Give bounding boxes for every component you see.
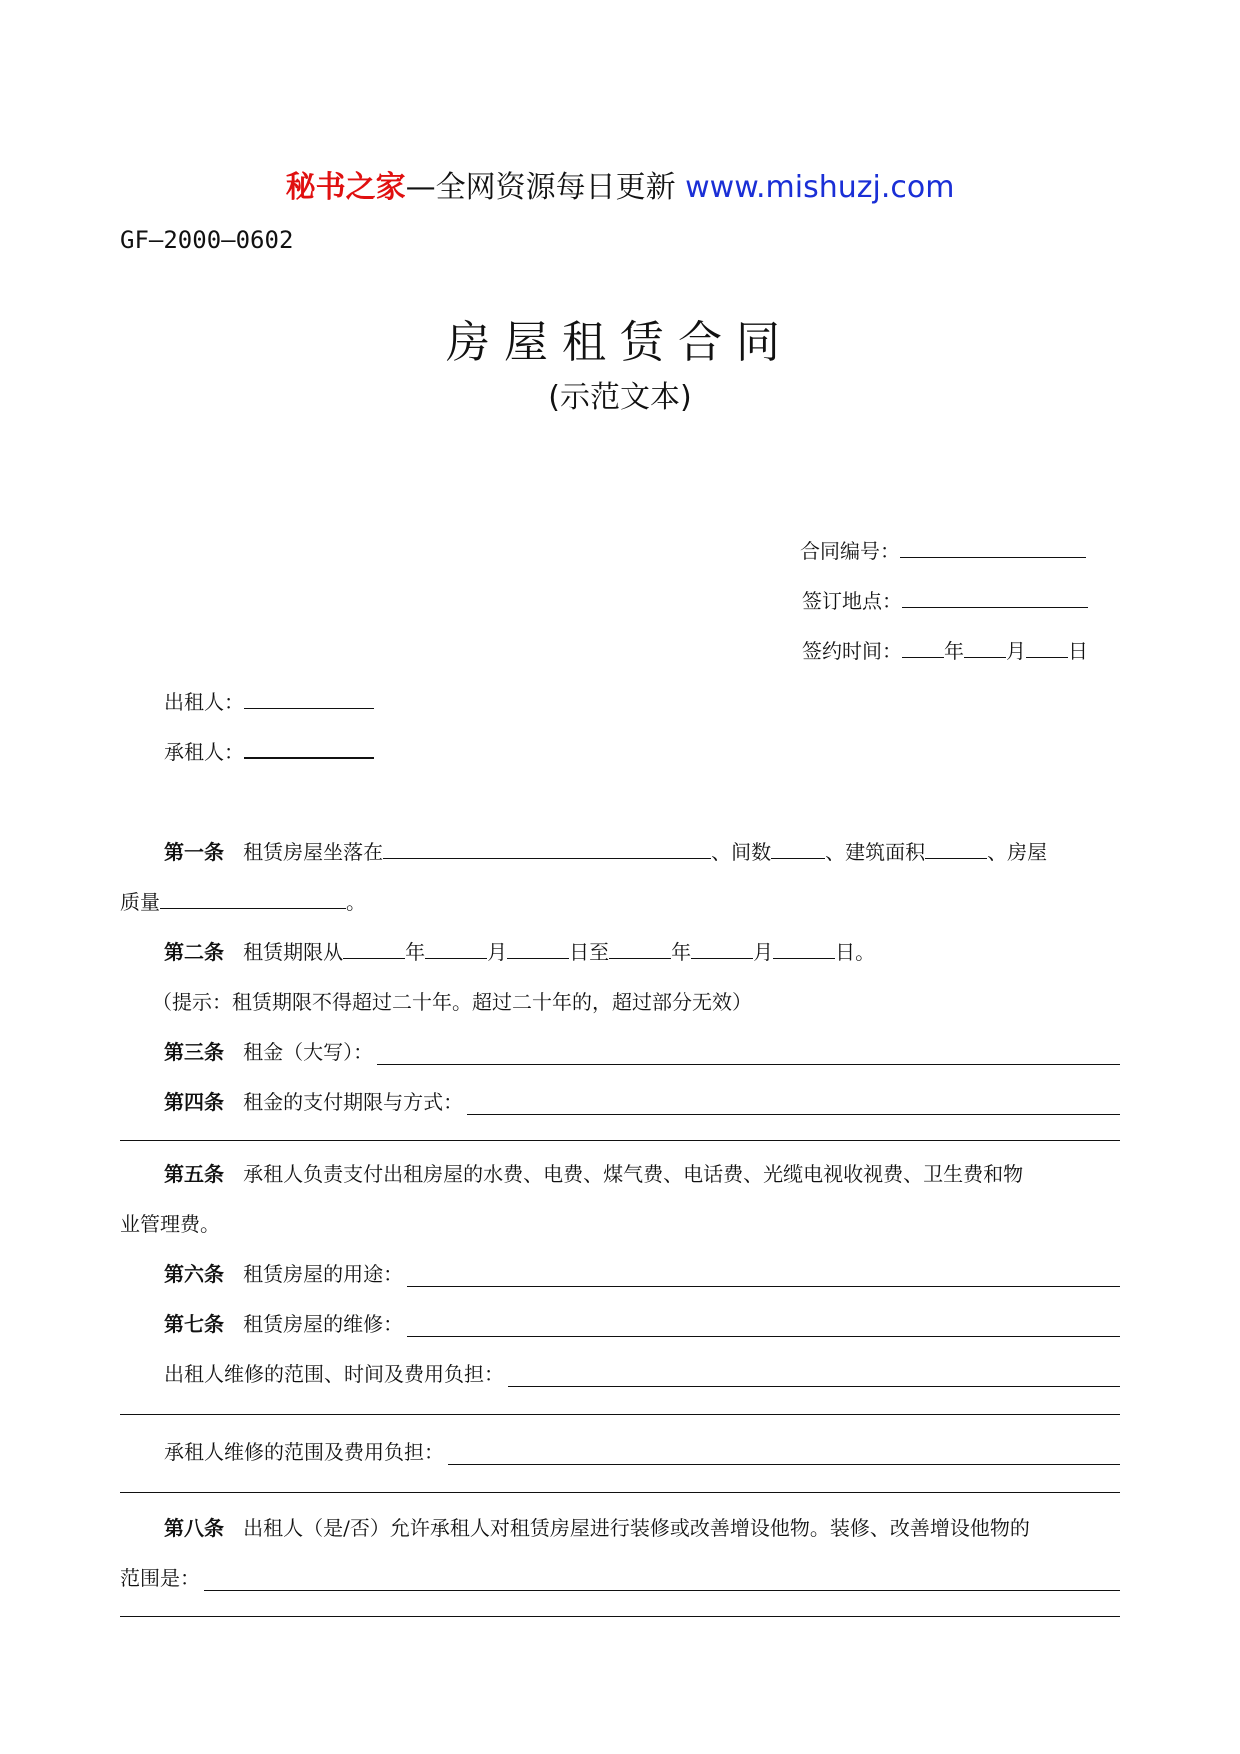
lessee-row bbox=[164, 736, 374, 765]
page-subtitle: (示范文本) bbox=[548, 380, 692, 415]
lessee-field[interactable] bbox=[244, 737, 374, 759]
house-repair-field[interactable] bbox=[407, 1316, 1120, 1337]
start-year-unit: 年 bbox=[405, 940, 426, 964]
end-day-unit: 日。 bbox=[835, 940, 876, 964]
lease-start-month-field[interactable] bbox=[425, 938, 487, 959]
end-month-unit: 月 bbox=[753, 940, 774, 964]
renovation-scope-label: 范围是： bbox=[120, 1566, 200, 1590]
article-7-text: 租赁房屋的维修： bbox=[243, 1312, 404, 1336]
lessor-repair-label: 出租人维修的范围、时间及费用负担： bbox=[164, 1362, 504, 1386]
article-4-line bbox=[164, 1086, 1120, 1115]
article-3-text: 租金（大写）： bbox=[243, 1040, 374, 1064]
lease-end-month-field[interactable] bbox=[691, 938, 753, 959]
payment-terms-extra-line[interactable] bbox=[120, 1140, 1120, 1141]
article-2-number: 第二条 bbox=[164, 940, 224, 964]
payment-terms-field[interactable] bbox=[467, 1094, 1120, 1115]
quality-label-part: 、房屋 bbox=[987, 840, 1048, 864]
house-quality-field[interactable] bbox=[160, 888, 346, 909]
floor-area-field[interactable] bbox=[925, 838, 987, 859]
article-6-text: 租赁房屋的用途： bbox=[243, 1262, 404, 1286]
renovation-scope-extra-line[interactable] bbox=[120, 1616, 1120, 1617]
start-day-unit: 日至 bbox=[569, 940, 610, 964]
article-2-hint: （提示：租赁期限不得超过二十年。超过二十年的，超过部分无效） bbox=[152, 990, 752, 1014]
article-2-text: 租赁期限从 bbox=[243, 940, 344, 964]
contract-no-row bbox=[800, 535, 1086, 564]
end-year-unit: 年 bbox=[671, 940, 692, 964]
lease-start-day-field[interactable] bbox=[507, 938, 569, 959]
sign-month-unit: 月 bbox=[1006, 639, 1026, 663]
lessee-repair-label: 承租人维修的范围及费用负担： bbox=[164, 1440, 444, 1464]
article-6-number: 第六条 bbox=[164, 1262, 224, 1286]
contract-no-field[interactable] bbox=[900, 537, 1086, 558]
rooms-label: 、间数 bbox=[711, 840, 772, 864]
article-8-line-2 bbox=[120, 1562, 1120, 1591]
contract-no-label: 合同编号： bbox=[800, 539, 900, 563]
site-url-link[interactable]: www.mishuzj.com bbox=[685, 170, 955, 205]
banner-slogan: —全网资源每日更新 bbox=[405, 170, 676, 205]
article-1-line-1 bbox=[164, 836, 1047, 865]
renovation-scope-field[interactable] bbox=[204, 1570, 1120, 1591]
floor-area-label: 、建筑面积 bbox=[825, 840, 926, 864]
house-location-field[interactable] bbox=[383, 838, 711, 859]
document-code: GF—2000—0602 bbox=[120, 226, 294, 254]
sign-day-unit: 日 bbox=[1068, 639, 1088, 663]
lease-start-year-field[interactable] bbox=[343, 938, 405, 959]
lease-end-year-field[interactable] bbox=[609, 938, 671, 959]
lessor-label: 出租人： bbox=[164, 690, 244, 714]
article-3-line bbox=[164, 1036, 1120, 1065]
article-4-text: 租金的支付期限与方式： bbox=[243, 1090, 464, 1114]
article-7-number: 第七条 bbox=[164, 1312, 224, 1336]
sign-month-field[interactable] bbox=[964, 637, 1006, 658]
lessee-repair-field[interactable] bbox=[448, 1444, 1120, 1465]
rooms-field[interactable] bbox=[771, 838, 825, 859]
article-7-line bbox=[164, 1308, 1120, 1337]
sign-place-field[interactable] bbox=[902, 587, 1088, 608]
article-5-line-1 bbox=[164, 1158, 1023, 1187]
lessor-field[interactable] bbox=[244, 688, 374, 709]
lessor-repair-line bbox=[164, 1358, 1120, 1387]
sign-time-label: 签约时间： bbox=[802, 639, 902, 663]
lessee-repair-line bbox=[164, 1436, 1120, 1465]
article-5-line-2: 业管理费。 bbox=[120, 1212, 220, 1236]
article-2-line bbox=[164, 936, 875, 965]
sign-time-row bbox=[802, 635, 1088, 664]
article-4-number: 第四条 bbox=[164, 1090, 224, 1114]
article-5-number: 第五条 bbox=[164, 1162, 224, 1186]
article-8-text: 出租人（是/否）允许承租人对租赁房屋进行装修或改善增设他物。装修、改善增设他物的 bbox=[243, 1516, 1030, 1540]
site-banner bbox=[0, 162, 1240, 206]
brand-name: 秘书之家 bbox=[285, 170, 406, 205]
house-usage-field[interactable] bbox=[407, 1266, 1120, 1287]
article-8-line-1 bbox=[164, 1512, 1030, 1541]
article-6-line bbox=[164, 1258, 1120, 1287]
sign-day-field[interactable] bbox=[1026, 637, 1068, 658]
quality-label: 质量 bbox=[120, 890, 160, 914]
article-1-line-2 bbox=[120, 886, 366, 915]
article-5-text: 承租人负责支付出租房屋的水费、电费、煤气费、电话费、光缆电视收视费、卫生费和物 bbox=[243, 1162, 1024, 1186]
start-month-unit: 月 bbox=[487, 940, 508, 964]
lessor-repair-extra-line[interactable] bbox=[120, 1414, 1120, 1415]
article-8-number: 第八条 bbox=[164, 1516, 224, 1540]
lease-end-day-field[interactable] bbox=[773, 938, 835, 959]
article-1-period: 。 bbox=[346, 890, 366, 914]
sign-year-field[interactable] bbox=[902, 637, 944, 658]
sign-place-row bbox=[802, 585, 1088, 614]
lessee-label: 承租人： bbox=[164, 740, 244, 764]
sign-place-label: 签订地点： bbox=[802, 589, 902, 613]
article-1-number: 第一条 bbox=[164, 840, 224, 864]
lessor-row bbox=[164, 686, 374, 715]
lessor-repair-field[interactable] bbox=[508, 1366, 1120, 1387]
sign-year-unit: 年 bbox=[944, 639, 964, 663]
lessee-repair-extra-line[interactable] bbox=[120, 1492, 1120, 1493]
article-1-text: 租赁房屋坐落在 bbox=[243, 840, 384, 864]
rent-amount-field[interactable] bbox=[377, 1044, 1120, 1065]
page-title: 房屋租赁合同 bbox=[446, 317, 794, 368]
article-3-number: 第三条 bbox=[164, 1040, 224, 1064]
